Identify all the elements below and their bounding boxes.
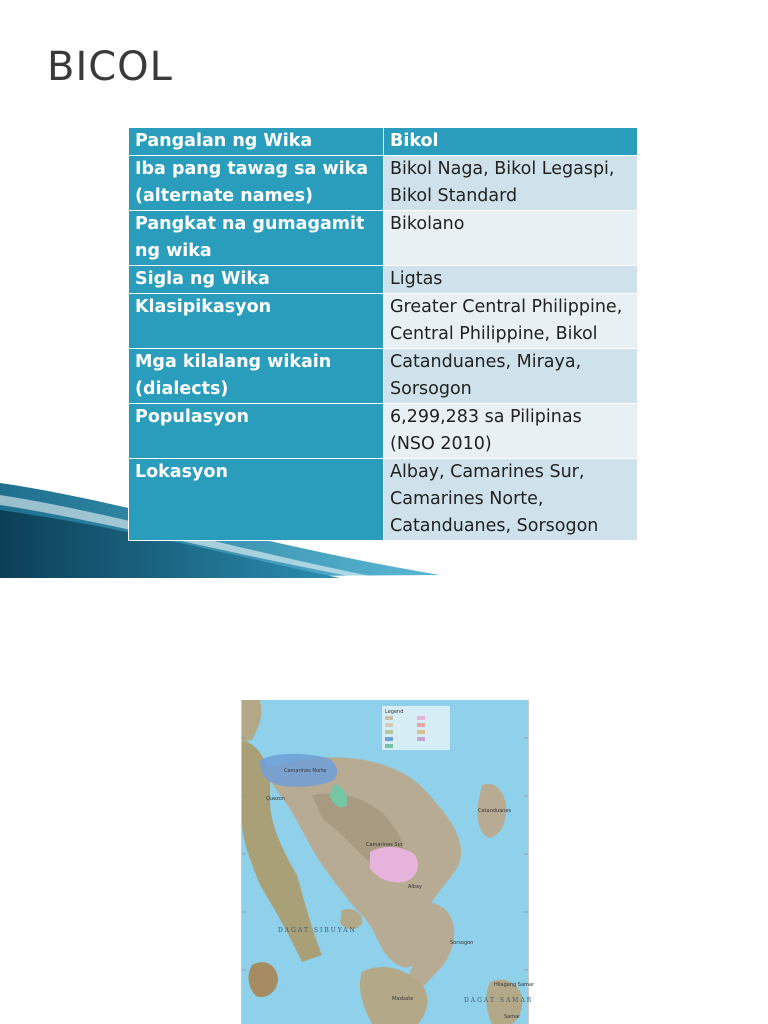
table-row (129, 211, 638, 266)
legend-swatch (417, 737, 425, 741)
table-cell-value: Ligtas (384, 266, 638, 294)
table-cell-value: Bikol (384, 128, 638, 156)
slide-title: BICOL (47, 44, 173, 90)
table-row (129, 294, 638, 349)
table-row (129, 266, 638, 294)
sea-label-sibuyan: DAGAT SIBUYAN (278, 927, 357, 934)
map-label-masbate: Masbate (392, 996, 414, 1002)
legend-swatch (385, 744, 393, 748)
table-cell-label: Lokasyon (129, 459, 384, 541)
legend-swatch (417, 723, 425, 727)
table-header-row (129, 128, 638, 156)
map-label-albay: Albay (408, 884, 423, 890)
map-legend-title: Legend (385, 709, 404, 715)
table-row (129, 404, 638, 459)
table-row (129, 459, 638, 541)
table-cell-label: Pangkat na gumagamit ng wika (129, 211, 384, 266)
language-info-table (128, 127, 638, 541)
map-image (242, 700, 534, 1024)
table-cell-label: Iba pang tawag sa wika (alternate names) (129, 156, 384, 211)
legend-swatch (417, 730, 425, 734)
map-label-camarines-sur: Camarines Sur (366, 842, 403, 848)
legend-swatch (417, 716, 425, 720)
map-label-camarines-norte: Camarines Norte (284, 768, 327, 774)
map-label-samar: Samar (504, 1014, 521, 1020)
table-cell-value: 6,299,283 sa Pilipinas (NSO 2010) (384, 404, 638, 459)
table-cell-label: Klasipikasyon (129, 294, 384, 349)
map-label-hilagang-samar: Hilagang Samar (494, 982, 534, 988)
table-cell-value: Bikol Naga, Bikol Legaspi, Bikol Standard (384, 156, 638, 211)
table-cell-value: Greater Central Philippine, Central Philippine, Bikol (384, 294, 638, 349)
map-label-catanduanes: Catanduanes (478, 808, 512, 814)
table-cell-value: Catanduanes, Miraya, Sorsogon (384, 349, 638, 404)
table-cell-label: Populasyon (129, 404, 384, 459)
legend-swatch (385, 723, 393, 727)
legend-swatch (385, 716, 393, 720)
table-cell-label: Mga kilalang wikain (dialects) (129, 349, 384, 404)
map-label-quezon: Quezon (266, 796, 286, 802)
legend-swatch (385, 730, 393, 734)
legend-swatch (385, 737, 393, 741)
table-cell-value: Albay, Camarines Sur, Camarines Norte, Catanduanes, Sorsogon (384, 459, 638, 541)
table-cell-value: Bikolano (384, 211, 638, 266)
table-row (129, 349, 638, 404)
map-label-sorsogon: Sorsogon (450, 940, 474, 946)
table-row (129, 156, 638, 211)
table-cell-label: Sigla ng Wika (129, 266, 384, 294)
bicol-language-map (241, 700, 534, 1024)
sea-label-samar: DAGAT SAMAR (464, 997, 534, 1004)
table-cell-label: Pangalan ng Wika (129, 128, 384, 156)
